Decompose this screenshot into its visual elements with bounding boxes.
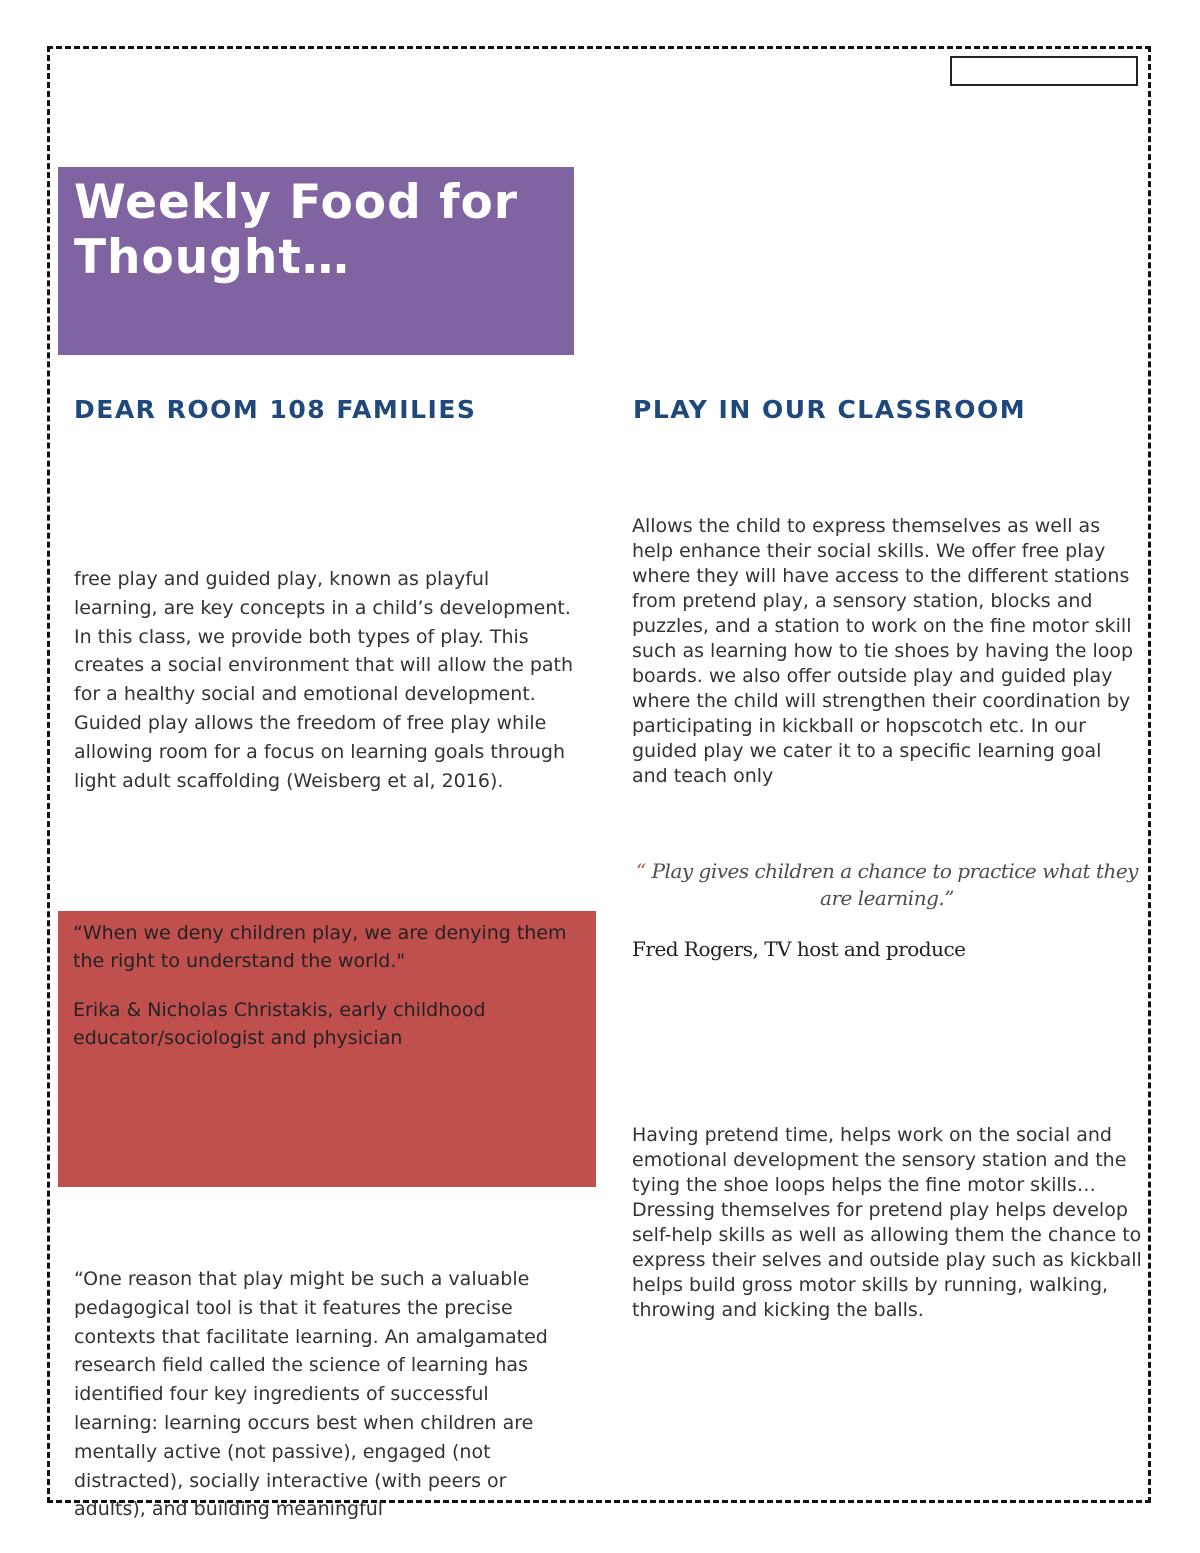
rogers-quote — [632, 858, 1142, 912]
left-heading: DEAR ROOM 108 FAMILIES — [74, 395, 477, 424]
quote-callout — [58, 911, 596, 1187]
quote-text: “When we deny children play, we are denying them the right to understand the world." — [73, 922, 567, 972]
open-quote-mark: “ — [636, 859, 646, 883]
title-banner — [58, 167, 574, 355]
research-paragraph: “One reason that play might be such a valuable pedagogical tool is that it features the precise contexts that facilitate learning. An amalgamated research field called the science of learning has identified four key ingredients of successful learning: learning occurs best when children are mentally active (not passive), engaged (not distracted), socially interactive (with peers or adults), and building meaningful — [74, 1268, 548, 1521]
intro-paragraph: free play and guided play, known as playful learning, are key concepts in a child’s development. In this class, we provide both types of play. This creates a social environment that will allow the path for a healthy social and emotional development. Guided play allows the freedom of free play while allowing room for a focus on learning goals through light adult scaffolding (Weisberg et al, 2016). — [74, 568, 574, 792]
title-line-1: Weekly Food for — [74, 175, 518, 230]
benefits-paragraph: Having pretend time, helps work on the social and emotional development the sensory station and the tying the shoe loops helps the fine motor skills… Dressing themselves for pretend play helps develop self-help skills as well as allowing them the chance to express their selves and outside play such as kickball helps build gross motor skills by running, walking, throwing and kicking the balls. — [632, 1124, 1142, 1321]
title-line-2: Thought… — [74, 230, 350, 285]
empty-label-box — [950, 56, 1138, 86]
rogers-quote-text: Play gives children a chance to practice what they are learning. — [645, 859, 1138, 910]
quote-author: Erika & Nicholas Christakis, early childhood educator/sociologist and physician — [73, 999, 486, 1049]
right-heading: PLAY IN OUR CLASSROOM — [633, 395, 1027, 424]
close-quote-mark: ” — [944, 886, 954, 910]
play-paragraph: Allows the child to express themselves as well as help enhance their social skills. We offer free play where they will have access to the different stations from pretend play, a sensory station, blocks and puzzles, and a station to work on the fine motor skill such as learning how to tie shoes by having the loop boards. we also offer outside play and guided play where the child will strengthen their coordination by participating in kickball or hopscotch etc. In our guided play we cater it to a specific learning goal and teach only — [632, 515, 1134, 787]
newsletter-title — [74, 175, 564, 285]
rogers-author: Fred Rogers, TV host and produce — [632, 937, 966, 961]
